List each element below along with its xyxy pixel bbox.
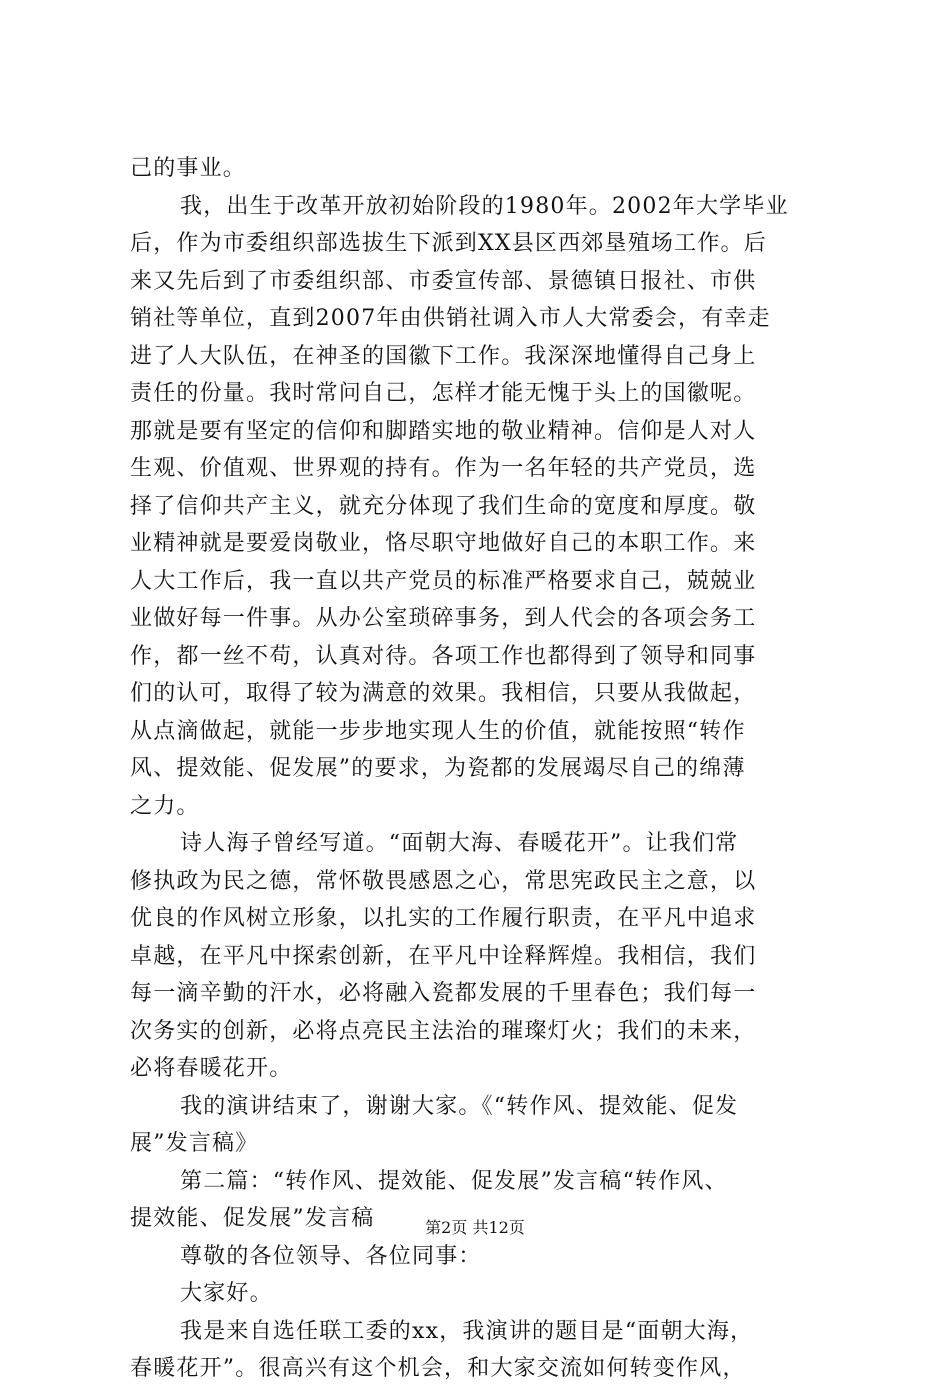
text-line: 责任的份量。我时常问自己，怎样才能无愧于头上的国徽呢。: [130, 381, 757, 406]
text-line: 那就是要有坚定的信仰和脚踏实地的敬业精神。信仰是人对人: [130, 418, 757, 444]
page-number-footer: 第2页 共12页: [425, 1218, 525, 1237]
text-line: 提效能、促发展”发言稿: [130, 1206, 375, 1231]
text-line: 来又先后到了市委组织部、市委宣传部、景德镇日报社、市供: [130, 268, 757, 294]
text-line: 大家好。: [180, 1281, 273, 1306]
text-line: 后，作为市委组织部选拔生下派到XX县区西郊垦殖场工作。后: [130, 231, 767, 256]
text-line: 生观、价值观、世界观的持有。作为一名年轻的共产党员，选: [130, 456, 757, 481]
text-line: 卓越，在平凡中探索创新，在平凡中诠释辉煌。我相信，我们: [130, 943, 757, 969]
document-body: [130, 150, 820, 1388]
text-line: 己的事业。: [130, 156, 247, 181]
text-line: 业做好每一件事。从办公室琐碎事务，到人代会的各项会务工: [130, 606, 757, 631]
text-line: 我，出生于改革开放初始阶段的1980年。2002年大学毕业: [180, 193, 789, 219]
text-line: 风、提效能、促发展”的要求，为瓷都的发展竭尽自己的绵薄: [130, 756, 746, 781]
text-line: 春暖花开”。很高兴有这个机会，和大家交流如何转变作风，: [130, 1356, 746, 1381]
text-line: 我是来自选任联工委的xx，我演讲的题目是“面朝大海，: [180, 1318, 754, 1344]
text-line: 择了信仰共产主义，就充分体现了我们生命的宽度和厚度。敬: [130, 493, 757, 519]
text-line: 展”发言稿》: [130, 1131, 259, 1156]
text-line: 作，都一丝不苟，认真对待。各项工作也都得到了领导和同事: [130, 643, 757, 669]
text-line: 之力。: [130, 793, 200, 819]
text-line: 尊敬的各位领导、各位同事：: [180, 1243, 482, 1269]
text-line: 人大工作后，我一直以共产党员的标准严格要求自己，兢兢业: [130, 568, 757, 594]
text-line: 业精神就是要爱岗敬业，恪尽职守地做好自己的本职工作。来: [130, 531, 757, 556]
text-line: 第二篇：“转作风、提效能、促发展”发言稿“转作风、: [180, 1168, 728, 1194]
text-line: 销社等单位，直到2007年由供销社调入市人大常委会，有幸走: [130, 306, 771, 331]
text-line: 们的认可，取得了较为满意的效果。我相信，只要从我做起，: [130, 681, 757, 706]
text-line: 从点滴做起，就能一步步地实现人生的价值，就能按照“转作: [130, 718, 746, 744]
text-line: 进了人大队伍，在神圣的国徽下工作。我深深地懂得自己身上: [130, 343, 757, 369]
text-line: 次务实的创新，必将点亮民主法治的璀璨灯火；我们的未来，: [130, 1018, 757, 1044]
text-line: 我的演讲结束了，谢谢大家。《“转作风、提效能、促发: [180, 1093, 739, 1119]
text-line: 修执政为民之德，常怀敬畏感恩之心，常思宪政民主之意，以: [130, 868, 757, 894]
text-line: 诗人海子曾经写道。“面朝大海、春暖花开”。让我们常: [180, 831, 739, 856]
text-line: 优良的作风树立形象，以扎实的工作履行职责，在平凡中追求: [130, 906, 757, 931]
text-line: 必将春暖花开。: [130, 1056, 293, 1081]
text-line: 每一滴辛勤的汗水，必将融入瓷都发展的千里春色；我们每一: [130, 981, 757, 1006]
